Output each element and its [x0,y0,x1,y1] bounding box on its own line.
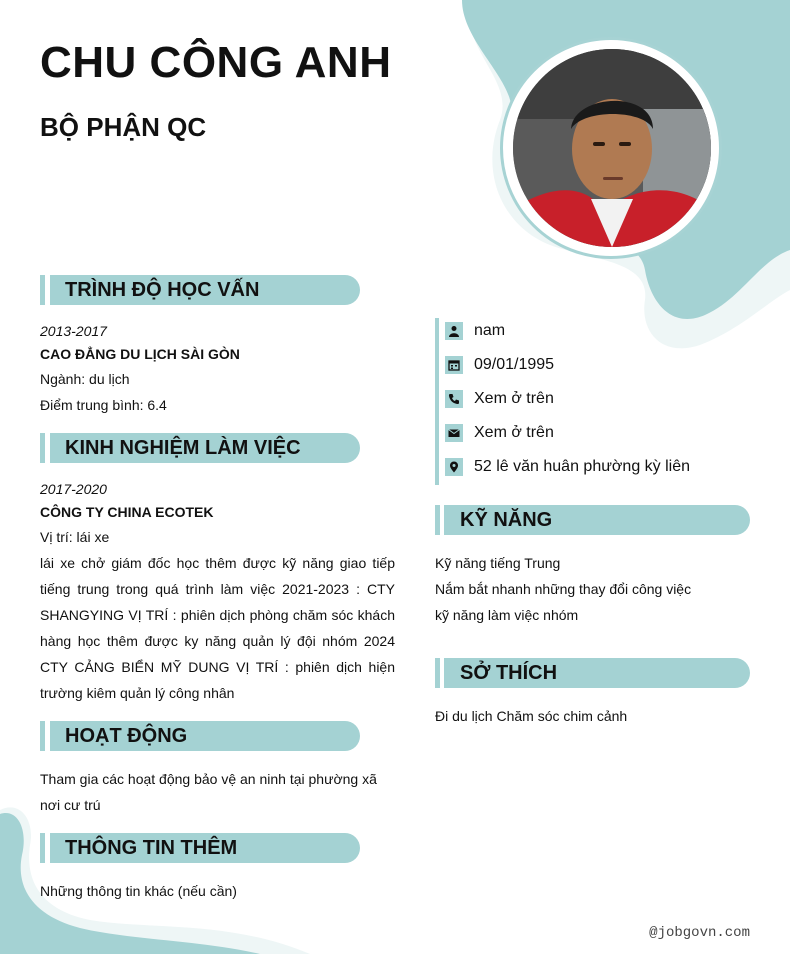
location-pin-icon [445,458,463,476]
skill-item: Nắm bắt nhanh những thay đổi công việc [435,581,692,597]
candidate-role: BỘ PHẬN QC [40,112,207,142]
person-icon [445,322,463,340]
extra-text: Những thông tin khác (nếu cần) [40,883,237,899]
avatar [513,49,711,247]
section-activities-header [40,721,360,751]
contact-phone-value: Xem ở trên [474,390,554,407]
contact-address-value: 52 lê văn huân phường kỳ liên [474,458,691,475]
activities-text: Tham gia các hoạt động bảo vệ an ninh tại phường xã nơi cư trú [40,771,377,813]
section-skills-title: KỸ NĂNG [460,508,553,531]
section-activities-title: HOẠT ĐỘNG [65,724,188,747]
contact-birthdate-value: 09/01/1995 [474,356,555,373]
section-hobbies-header [435,658,750,688]
candidate-name: CHU CÔNG ANH [40,38,392,87]
education-gpa: Điểm trung bình: 6.4 [40,397,167,413]
phone-icon [445,390,463,408]
section-education-header [40,275,360,305]
experience-description: lái xe chở giám đốc học thêm được kỹ năng giao tiếp tiếng trung trong quá trình làm việc 2021-2023 : CTY SHANGYING VỊ TRÍ : phiên dịch phòng chăm sóc khách hàng học thêm được ky năng quản lý đội nhóm 2024 CTY CẢNG BIỂN MỸ DUNG VỊ TRÍ : phiên dịch hiện trường kiêm quản lý công nhân [40,555,395,701]
skill-item: kỹ năng làm việc nhóm [435,607,579,623]
section-education-title: TRÌNH ĐỘ HỌC VẤN [65,278,260,301]
bottom-left-blob [0,800,320,954]
education-major: Ngành: du lịch [40,371,130,387]
experience-company: CÔNG TY CHINA ECOTEK [40,504,214,520]
contact-accent-bar [435,318,439,485]
skills-list [435,550,755,628]
section-skills-header [435,505,750,535]
experience-position: Vị trí: lái xe [40,529,110,545]
footer-watermark: @jobgovn.com [649,925,750,941]
experience-period: 2017-2020 [40,481,107,497]
contact-birthdate [445,352,554,378]
mail-icon [445,424,463,442]
section-hobbies-title: SỞ THÍCH [460,661,558,684]
avatar-photo [513,49,711,247]
calendar-icon [445,356,463,374]
contact-gender-value: nam [474,322,506,339]
contact-email-value: Xem ở trên [474,424,554,441]
contact-phone [445,386,554,412]
contact-address [445,454,690,480]
hobbies-text: Đi du lịch Chăm sóc chim cảnh [435,708,628,724]
skill-item: Kỹ năng tiếng Trung [435,555,561,571]
section-extra-header [40,833,360,863]
section-experience-header [40,433,360,463]
section-experience-title: KINH NGHIỆM LÀM VIỆC [65,436,301,459]
section-extra-title: THÔNG TIN THÊM [65,836,238,859]
contact-email [445,420,554,446]
education-school: CAO ĐẲNG DU LỊCH SÀI GÒN [40,346,240,362]
contact-gender [445,318,505,344]
education-period: 2013-2017 [40,323,107,339]
